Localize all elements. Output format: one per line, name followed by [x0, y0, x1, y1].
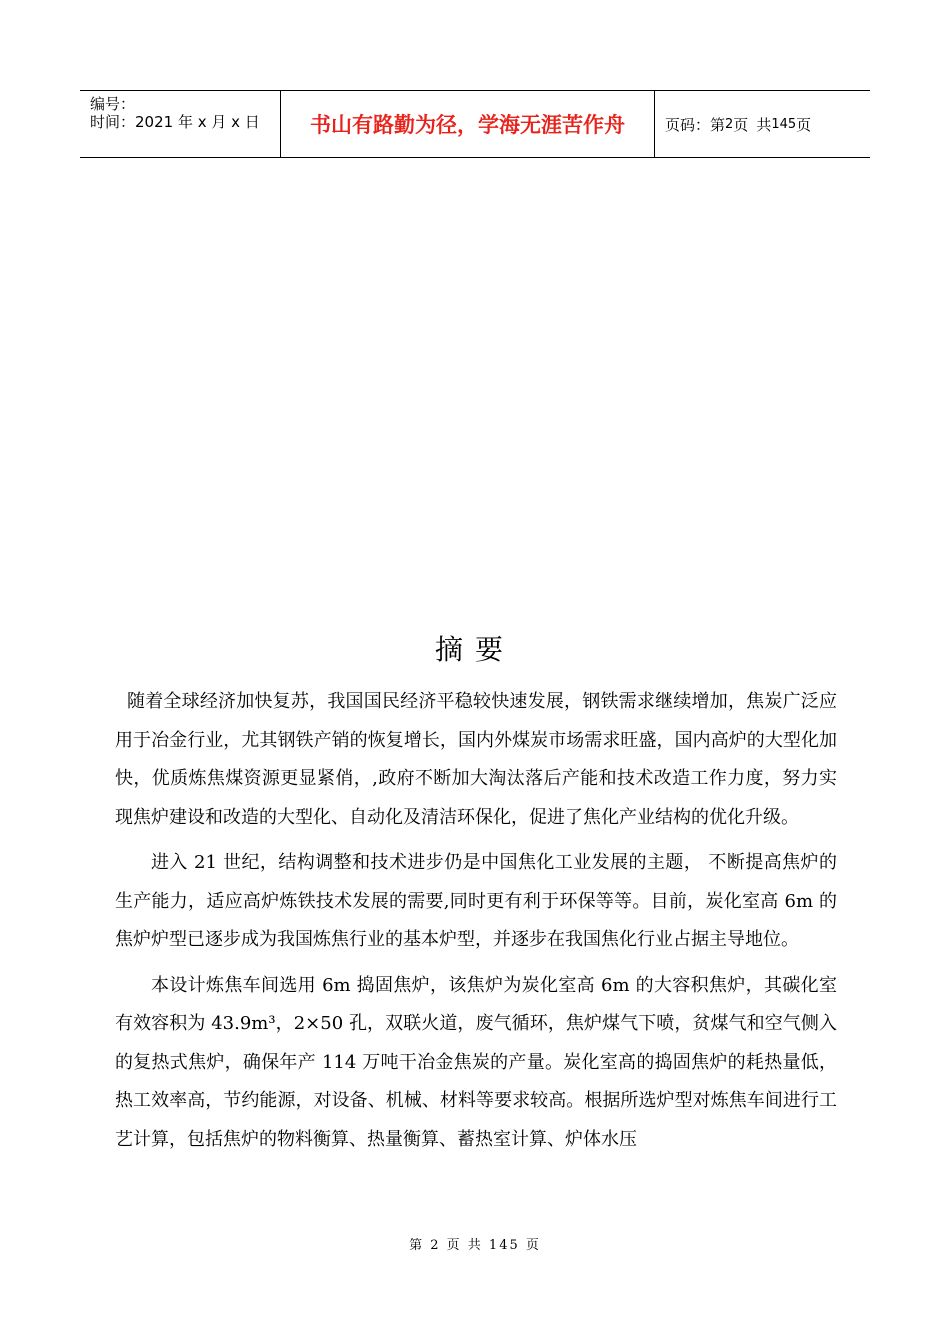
header-page-info: [655, 91, 870, 157]
page-footer: 第 2 页 共 145 页: [409, 1238, 541, 1253]
document-time-label: 时间：2021 年 x 月 x 日: [90, 113, 260, 131]
total-label: 共: [756, 115, 772, 134]
abstract-paragraph-1: 随着全球经济加快复苏，我国国民经济平稳较快速发展，钢铁需求继续增加，焦炭广泛应用于冶金行业，尤其钢铁产销的恢复增长，国内外煤炭市场需求旺盛，国内高炉的大型化加快，优质炼焦煤资源更显紧俏，,政府不断加大淘汰落后产能和技术改造工作力度，努力实现焦炉建设和改造的大型化、自动化及清洁环保化，促进了焦化产业结构的优化升级。: [115, 691, 837, 828]
abstract-body: [115, 683, 837, 1166]
header-meta: [80, 91, 281, 157]
abstract-paragraph-3: 本设计炼焦车间选用 6m 捣固焦炉，该焦炉为炭化室高 6m 的大容积焦炉，其碳化室有效容积为 43.9m³，2×50 孔，双联火道，废气循环，焦炉煤气下喷，贫煤气和空气侧入的复热式焦炉，确保年产 114 万吨干冶金焦炭的产量。炭化室高的捣固焦炉的耗热量低，热工效率高，节约能源，对设备、机械、材料等要求较高。根据所选炉型对炼焦车间进行工艺计算，包括焦炉的物料衡算、热量衡算、蓄热室计算、炉体水压: [115, 974, 837, 1150]
header-motto: 书山有路勤为径，学海无涯苦作舟: [281, 91, 655, 157]
abstract-paragraph-2: 进入 21 世纪，结构调整和技术进步仍是中国焦化工业发展的主题， 不断提高焦炉的生产能力，适应高炉炼铁技术发展的需要,同时更有利于环保等等。目前，炭化室高 6m 的焦炉炉型已逐步成为我国炼焦行业的基本炉型，并逐步在我国焦化行业占据主导地位。: [115, 852, 837, 950]
header-table: [80, 90, 870, 158]
page-unit: 页: [733, 115, 749, 134]
total-pages: 145: [771, 116, 797, 132]
abstract-title: 摘要: [434, 633, 515, 666]
page-current: 2: [725, 116, 734, 132]
page-label: 页码：第: [665, 115, 726, 134]
document-number-label: 编号：: [90, 95, 136, 113]
total-unit: 页: [796, 115, 812, 134]
